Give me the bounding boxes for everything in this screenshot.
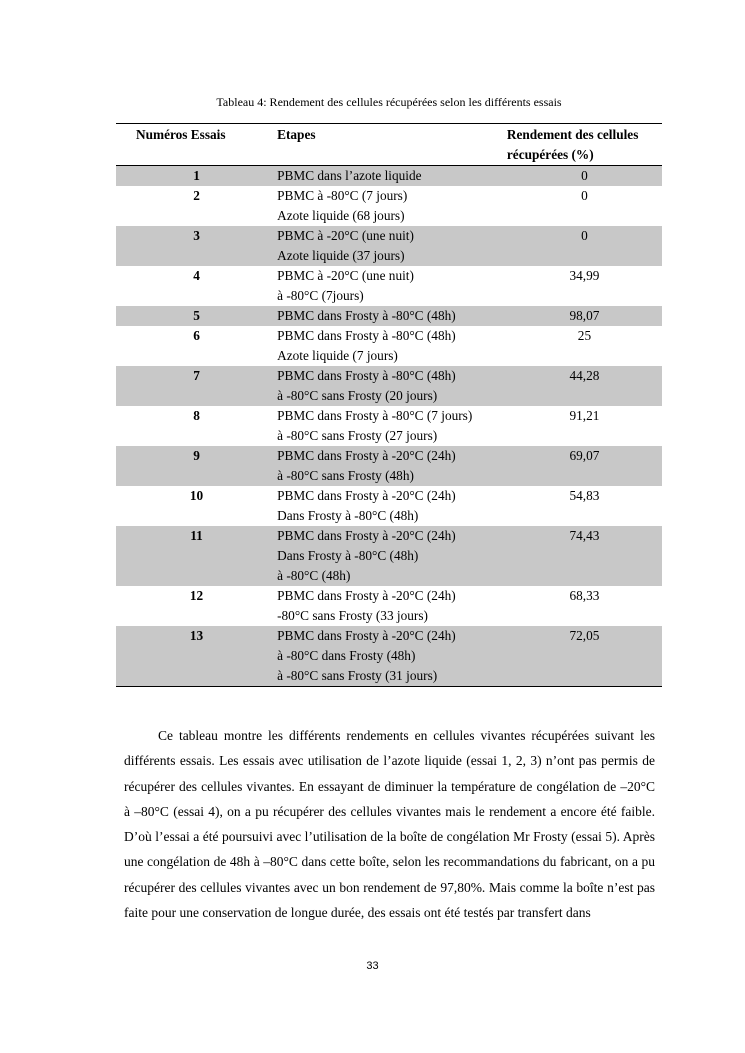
steps-cell xyxy=(277,306,507,326)
step-line: à -80°C (48h) xyxy=(277,568,351,583)
step-line: PBMC dans l’azote liquide xyxy=(277,168,422,183)
table-row xyxy=(116,586,662,626)
step-line: Azote liquide (37 jours) xyxy=(277,248,405,263)
table-row xyxy=(116,446,662,486)
trial-number-cell: 9 xyxy=(116,446,277,486)
trial-number-cell: 7 xyxy=(116,366,277,406)
step-line: PBMC dans Frosty à -80°C (48h) xyxy=(277,328,456,343)
table-row xyxy=(116,186,662,226)
yield-cell: 74,43 xyxy=(507,526,662,586)
yield-cell: 72,05 xyxy=(507,626,662,687)
steps-cell xyxy=(277,406,507,446)
table-row xyxy=(116,326,662,366)
steps-cell xyxy=(277,186,507,226)
table-row xyxy=(116,366,662,406)
table-row xyxy=(116,306,662,326)
step-line: à -80°C sans Frosty (27 jours) xyxy=(277,428,438,443)
table-row xyxy=(116,266,662,306)
yield-cell: 0 xyxy=(581,188,588,203)
table-row xyxy=(116,626,662,687)
step-line: Dans Frosty à -80°C (48h) xyxy=(277,548,419,563)
header-steps: Etapes xyxy=(277,127,316,142)
body-paragraph: Ce tableau montre les différents rendements en cellules vivantes récupérées suivant les différents essais. Les essais avec utilisation de l’azote liquide (essai 1, 2, 3) n’ont pas permis de récupérer des cellules vivantes. En essayant de diminuer la température de congélation de –20°C à –80°C (essai 4), on a pu récupérer des cellules vivantes mais le rendement a encore été faible. D’où l’essai a été poursuivi avec l’utilisation de la boîte de congélation Mr Frosty (essai 5). Après une congélation de 48h à –80°C dans cette boîte, selon les recommandations du fabricant, on a pu récupérer des cellules vivantes avec un bon rendement de 97,80%. Mais comme la boîte n’est pas faite pour une conservation de longue durée, des essais ont été testés par transfert dans xyxy=(124,728,655,921)
step-line: PBMC dans Frosty à -80°C (48h) xyxy=(277,368,456,383)
step-line: PBMC à -80°C (7 jours) xyxy=(277,188,408,203)
step-line: Azote liquide (68 jours) xyxy=(277,208,405,223)
step-line: PBMC dans Frosty à -80°C (7 jours) xyxy=(277,408,473,423)
trial-number-cell: 3 xyxy=(116,226,277,266)
step-line: à -80°C sans Frosty (48h) xyxy=(277,468,414,483)
step-line: PBMC dans Frosty à -20°C (24h) xyxy=(277,528,456,543)
step-line: -80°C sans Frosty (33 jours) xyxy=(277,608,428,623)
results-table xyxy=(116,123,662,687)
trial-number-cell: 10 xyxy=(189,488,204,503)
step-line: à -80°C sans Frosty (20 jours) xyxy=(277,388,438,403)
step-line: Dans Frosty à -80°C (48h) xyxy=(277,508,419,523)
step-line: PBMC dans Frosty à -20°C (24h) xyxy=(277,448,456,463)
trial-number-cell: 12 xyxy=(189,588,204,603)
step-line: PBMC dans Frosty à -80°C (48h) xyxy=(277,308,456,323)
step-line: à -80°C dans Frosty (48h) xyxy=(277,648,416,663)
trial-number-cell: 4 xyxy=(193,268,200,283)
yield-cell: 44,28 xyxy=(507,366,662,406)
header-trial-number: Numéros Essais xyxy=(136,127,226,142)
steps-cell xyxy=(277,586,507,626)
table-row xyxy=(116,486,662,526)
steps-cell xyxy=(277,326,507,366)
trial-number-cell: 6 xyxy=(193,328,200,343)
steps-cell xyxy=(277,446,507,486)
table-body xyxy=(116,166,662,687)
trial-number-cell: 5 xyxy=(116,306,277,326)
step-line: PBMC à -20°C (une nuit) xyxy=(277,268,414,283)
step-line: PBMC à -20°C (une nuit) xyxy=(277,228,414,243)
step-line: PBMC dans Frosty à -20°C (24h) xyxy=(277,628,456,643)
steps-cell xyxy=(277,486,507,526)
trial-number-cell: 11 xyxy=(116,526,277,586)
yield-cell: 34,99 xyxy=(569,268,600,283)
trial-number-cell: 1 xyxy=(116,166,277,187)
yield-cell: 69,07 xyxy=(507,446,662,486)
steps-cell xyxy=(277,366,507,406)
trial-number-cell: 2 xyxy=(193,188,200,203)
steps-cell xyxy=(277,526,507,586)
steps-cell xyxy=(277,266,507,306)
page-number: 33 xyxy=(366,960,379,972)
step-line: PBMC dans Frosty à -20°C (24h) xyxy=(277,488,456,503)
table-header-row xyxy=(116,124,662,166)
yield-cell: 0 xyxy=(507,226,662,266)
table-row xyxy=(116,406,662,446)
header-yield: Rendement des cellules récupérées (%) xyxy=(506,127,639,162)
step-line: Azote liquide (7 jours) xyxy=(277,348,398,363)
steps-cell xyxy=(277,226,507,266)
step-line: à -80°C sans Frosty (31 jours) xyxy=(277,668,438,683)
table-row xyxy=(116,166,662,187)
yield-cell: 0 xyxy=(507,166,662,187)
trial-number-cell: 8 xyxy=(193,408,200,423)
table-caption: Tableau 4: Rendement des cellules récupérées selon les différents essais xyxy=(216,95,562,109)
trial-number-cell: 13 xyxy=(116,626,277,687)
yield-cell: 91,21 xyxy=(569,408,600,423)
yield-cell: 54,83 xyxy=(569,488,600,503)
step-line: à -80°C (7jours) xyxy=(277,288,364,303)
yield-cell: 98,07 xyxy=(507,306,662,326)
step-line: PBMC dans Frosty à -20°C (24h) xyxy=(277,588,456,603)
table-row xyxy=(116,226,662,266)
table-row xyxy=(116,526,662,586)
yield-cell: 25 xyxy=(577,328,592,343)
steps-cell xyxy=(277,166,507,187)
yield-cell: 68,33 xyxy=(569,588,600,603)
steps-cell xyxy=(277,626,507,687)
